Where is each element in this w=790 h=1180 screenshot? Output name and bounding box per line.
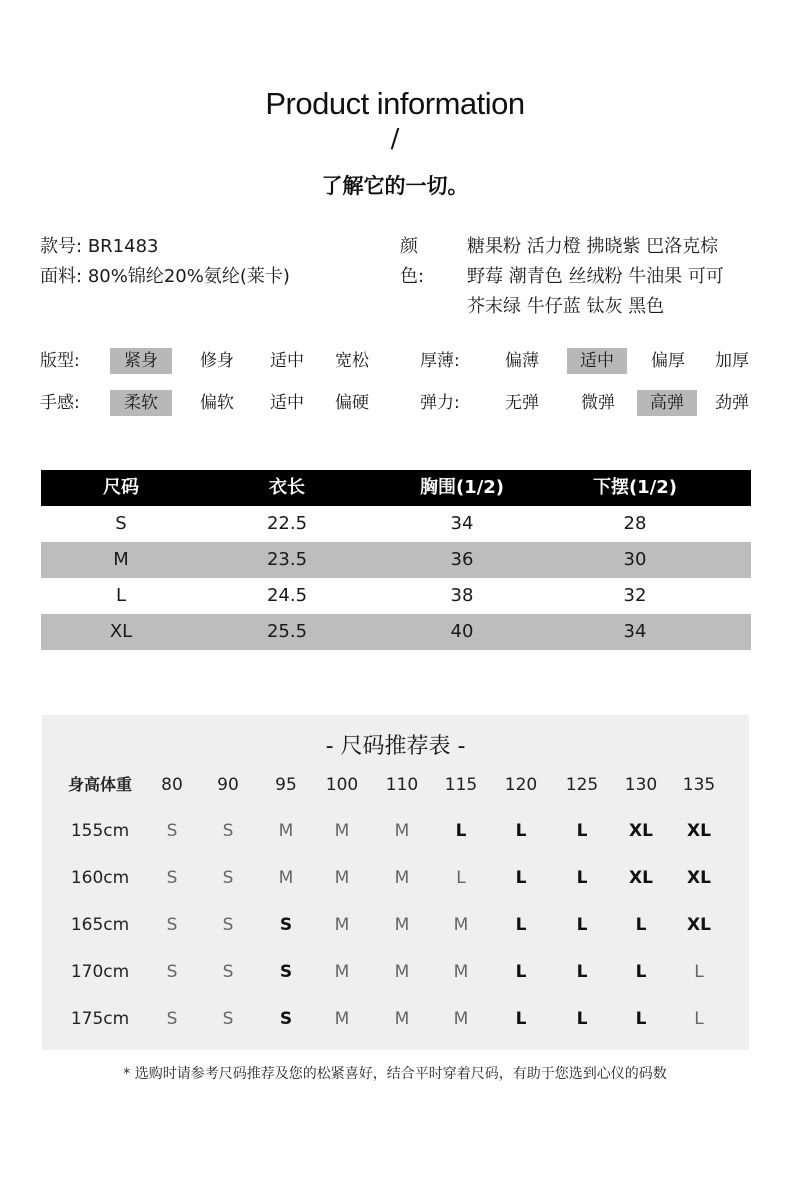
size-recommendation-cell: M bbox=[278, 821, 294, 841]
hem-cell: 34 bbox=[623, 621, 647, 642]
size-recommendation-cell: L bbox=[455, 821, 467, 841]
size-recommendation-cell: M bbox=[453, 1009, 469, 1029]
fabric-row bbox=[40, 262, 290, 292]
fabric-value: 80%锦纶20%氨纶(莱卡) bbox=[87, 266, 290, 287]
chest-cell: 34 bbox=[450, 513, 474, 534]
size-recommendation-cell: L bbox=[694, 962, 704, 982]
thickness-option: 偏厚 bbox=[651, 351, 685, 371]
height-label: 165cm bbox=[70, 915, 130, 935]
size-recommendation-cell: L bbox=[576, 1009, 588, 1029]
size-recommendation-cell: M bbox=[334, 915, 350, 935]
feel-option: 适中 bbox=[270, 393, 304, 413]
size-recommendation-cell: L bbox=[515, 915, 527, 935]
size-table-header bbox=[41, 470, 751, 506]
size-recommendation-cell: S bbox=[279, 915, 293, 935]
elasticity-label: 弹力: bbox=[420, 393, 460, 413]
product-info-left bbox=[40, 232, 290, 292]
size-recommendation-cell: L bbox=[515, 821, 527, 841]
weight-header-cell: 135 bbox=[682, 775, 716, 795]
size-recommendation-cell: M bbox=[278, 868, 294, 888]
size-table bbox=[41, 470, 751, 650]
size-recommendation-cell: M bbox=[334, 821, 350, 841]
size-recommendation-cell: S bbox=[166, 1009, 178, 1029]
size-recommendation-cell: XL bbox=[687, 915, 711, 935]
size-recommendation-cell: XL bbox=[629, 821, 653, 841]
attributes-row-2 bbox=[0, 390, 790, 416]
size-recommendation-cell: S bbox=[222, 962, 234, 982]
height-label: 155cm bbox=[70, 821, 130, 841]
height-label: 170cm bbox=[70, 962, 130, 982]
size-recommendation-cell: XL bbox=[687, 868, 711, 888]
weight-header-cell: 95 bbox=[275, 775, 297, 795]
size-recommendation-cell: M bbox=[334, 962, 350, 982]
chest-cell: 36 bbox=[450, 549, 474, 570]
size-recommendation-cell: L bbox=[515, 868, 527, 888]
size-recommendation-cell: L bbox=[515, 962, 527, 982]
size-recommendation-cell: L bbox=[515, 1009, 527, 1029]
color-line: 糖果粉 活力橙 拂晓紫 巴洛克棕 bbox=[467, 236, 719, 257]
table-row bbox=[42, 816, 749, 846]
elasticity-option: 无弹 bbox=[505, 393, 539, 413]
weight-header-cell: 90 bbox=[217, 775, 239, 795]
elasticity-option: 劲弹 bbox=[715, 393, 749, 413]
size-recommendation-cell: S bbox=[222, 915, 234, 935]
size-recommendation-cell: L bbox=[576, 821, 588, 841]
style-number-label: 款号: bbox=[40, 236, 83, 257]
size-header-chest: 胸围(1/2) bbox=[419, 477, 505, 498]
size-recommendation-cell: L bbox=[456, 868, 466, 888]
color-line: 野莓 潮青色 丝绒粉 牛油果 可可 bbox=[467, 266, 724, 287]
weight-header-cell: 100 bbox=[325, 775, 359, 795]
size-recommendation-cell: L bbox=[635, 915, 647, 935]
color-list bbox=[467, 232, 767, 322]
size-header-hem: 下摆(1/2) bbox=[592, 477, 678, 498]
size-recommendation-panel bbox=[42, 715, 749, 1050]
size-recommendation-cell: S bbox=[222, 821, 234, 841]
fit-option: 适中 bbox=[270, 351, 304, 371]
table-row bbox=[42, 957, 749, 987]
thickness-label: 厚薄: bbox=[420, 351, 460, 371]
table-row bbox=[42, 910, 749, 940]
length-cell: 23.5 bbox=[266, 549, 308, 570]
size-recommendation-cell: S bbox=[166, 962, 178, 982]
size-recommendation-cell: M bbox=[334, 1009, 350, 1029]
feel-option: 偏软 bbox=[200, 393, 234, 413]
table-row bbox=[41, 578, 751, 614]
fit-option: 宽松 bbox=[335, 351, 369, 371]
size-recommendation-cell: M bbox=[453, 962, 469, 982]
weight-header-cell: 120 bbox=[504, 775, 538, 795]
size-recommendation-cell: S bbox=[166, 821, 178, 841]
hem-cell: 32 bbox=[623, 585, 647, 606]
footnote: * 选购时请参考尺码推荐及您的松紧喜好，结合平时穿着尺码，有助于您选到心仪的码数 bbox=[123, 1066, 667, 1082]
thickness-option: 偏薄 bbox=[505, 351, 539, 371]
title-chinese: 了解它的一切。 bbox=[321, 174, 469, 198]
title-separator: / bbox=[390, 124, 400, 154]
table-row bbox=[41, 542, 751, 578]
recommendation-header-row bbox=[42, 770, 749, 800]
feel-label: 手感: bbox=[40, 393, 80, 413]
chest-cell: 40 bbox=[450, 621, 474, 642]
table-row bbox=[42, 863, 749, 893]
size-cell: XL bbox=[109, 621, 133, 642]
size-recommendation-cell: L bbox=[576, 868, 588, 888]
length-cell: 22.5 bbox=[266, 513, 308, 534]
size-recommendation-cell: S bbox=[166, 915, 178, 935]
size-recommendation-cell: S bbox=[166, 868, 178, 888]
title-english: Product information bbox=[265, 86, 525, 121]
feel-option-selected: 柔软 bbox=[110, 390, 172, 416]
fit-label: 版型: bbox=[40, 351, 80, 371]
fit-option: 修身 bbox=[200, 351, 234, 371]
thickness-option-selected: 适中 bbox=[567, 348, 627, 374]
feel-option: 偏硬 bbox=[335, 393, 369, 413]
height-weight-label: 身高体重 bbox=[67, 775, 132, 794]
elasticity-option: 微弹 bbox=[581, 393, 615, 413]
length-cell: 24.5 bbox=[266, 585, 308, 606]
weight-header-cell: 125 bbox=[565, 775, 599, 795]
size-recommendation-cell: M bbox=[394, 1009, 410, 1029]
size-recommendation-cell: XL bbox=[687, 821, 711, 841]
size-recommendation-cell: M bbox=[334, 868, 350, 888]
size-recommendation-cell: M bbox=[394, 868, 410, 888]
style-number-value: BR1483 bbox=[87, 236, 159, 257]
size-recommendation-cell: M bbox=[394, 821, 410, 841]
color-label: 颜色: bbox=[400, 236, 425, 287]
attributes-row-1 bbox=[0, 348, 790, 374]
height-label: 160cm bbox=[70, 868, 130, 888]
length-cell: 25.5 bbox=[266, 621, 308, 642]
elasticity-option-selected: 高弹 bbox=[637, 390, 697, 416]
hem-cell: 28 bbox=[623, 513, 647, 534]
size-recommendation-cell: L bbox=[635, 1009, 647, 1029]
fit-option-selected: 紧身 bbox=[110, 348, 172, 374]
size-header-length: 衣长 bbox=[269, 477, 305, 498]
size-recommendation-cell: L bbox=[576, 915, 588, 935]
weight-header-cell: 80 bbox=[161, 775, 183, 795]
size-recommendation-cell: S bbox=[222, 1009, 234, 1029]
size-recommendation-cell: M bbox=[453, 915, 469, 935]
size-recommendation-cell: L bbox=[694, 1009, 704, 1029]
size-recommendation-cell: L bbox=[576, 962, 588, 982]
weight-header-cell: 130 bbox=[624, 775, 658, 795]
size-cell: M bbox=[113, 549, 129, 570]
weight-header-cell: 110 bbox=[385, 775, 419, 795]
table-row bbox=[41, 614, 751, 650]
size-recommendation-cell: S bbox=[279, 962, 293, 982]
thickness-option: 加厚 bbox=[715, 351, 749, 371]
table-row bbox=[42, 1004, 749, 1034]
size-recommendation-cell: M bbox=[394, 915, 410, 935]
size-cell: L bbox=[115, 585, 127, 606]
weight-header-cell: 115 bbox=[444, 775, 478, 795]
color-line: 芥末绿 牛仔蓝 钛灰 黑色 bbox=[467, 296, 665, 317]
size-recommendation-cell: L bbox=[635, 962, 647, 982]
table-row bbox=[41, 506, 751, 542]
size-header-size: 尺码 bbox=[103, 477, 139, 498]
style-number-row bbox=[40, 232, 290, 262]
recommendation-title: - 尺码推荐表 - bbox=[325, 734, 466, 759]
chest-cell: 38 bbox=[450, 585, 474, 606]
size-recommendation-cell: S bbox=[279, 1009, 293, 1029]
height-label: 175cm bbox=[70, 1009, 130, 1029]
size-recommendation-cell: XL bbox=[629, 868, 653, 888]
size-recommendation-cell: M bbox=[394, 962, 410, 982]
size-cell: S bbox=[115, 513, 127, 534]
hem-cell: 30 bbox=[623, 549, 647, 570]
size-recommendation-cell: S bbox=[222, 868, 234, 888]
fabric-label: 面料: bbox=[40, 266, 83, 287]
